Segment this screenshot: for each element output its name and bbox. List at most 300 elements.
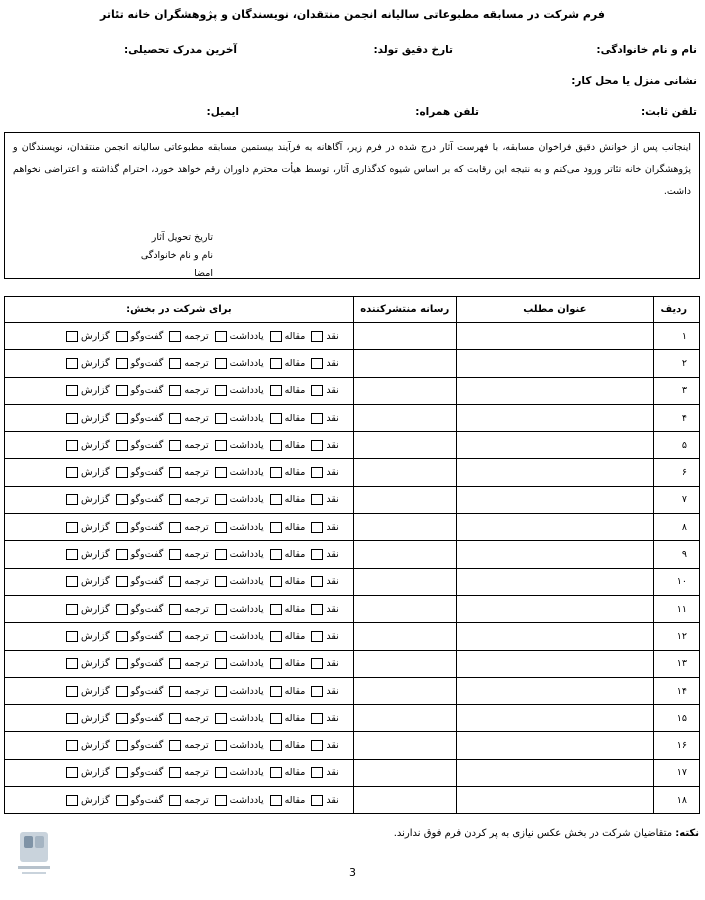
participation-cell [5, 514, 354, 541]
category-option [311, 795, 338, 806]
category-checkbox[interactable] [215, 767, 227, 778]
category-checkbox[interactable] [116, 358, 128, 369]
category-option-label: ترجمه [184, 439, 209, 451]
category-option-label: نقد [326, 494, 339, 506]
article-title-cell[interactable] [456, 650, 653, 677]
category-checkbox[interactable] [215, 576, 227, 587]
category-checkbox[interactable] [215, 522, 227, 533]
category-checkbox[interactable] [116, 385, 128, 396]
participation-cell [5, 732, 354, 759]
category-option-label: یادداشت [229, 658, 264, 670]
publisher-cell[interactable] [353, 323, 456, 350]
category-checkbox[interactable] [169, 604, 181, 615]
category-option-label: گفت‌وگو [130, 521, 164, 533]
category-option [66, 358, 110, 369]
category-checkbox[interactable] [66, 576, 78, 587]
category-option-label: ترجمه [184, 549, 209, 561]
category-checkbox[interactable] [215, 358, 227, 369]
category-checkbox[interactable] [169, 740, 181, 751]
row-number: ۱۷ [654, 759, 700, 786]
category-option-label: یادداشت [229, 467, 264, 479]
category-option-label: مقاله [284, 330, 306, 342]
category-checkbox[interactable] [66, 385, 78, 396]
category-option-label: نقد [326, 385, 339, 397]
category-option [116, 576, 164, 587]
category-option [270, 413, 306, 424]
category-checkbox[interactable] [270, 331, 282, 342]
category-checkbox[interactable] [311, 413, 323, 424]
category-option [169, 713, 208, 724]
birth-date-field[interactable]: تارخ دقیق تولد: [373, 44, 453, 56]
category-checkbox[interactable] [169, 576, 181, 587]
category-checkbox[interactable] [116, 740, 128, 751]
category-option [311, 331, 338, 342]
category-checkbox[interactable] [66, 658, 78, 669]
category-checkbox[interactable] [270, 631, 282, 642]
row-number: ۹ [654, 541, 700, 568]
category-option-label: گفت‌وگو [130, 357, 164, 369]
category-checkbox[interactable] [66, 631, 78, 642]
category-checkbox[interactable] [215, 549, 227, 560]
category-option-label: مقاله [284, 494, 306, 506]
category-option [311, 686, 338, 697]
publisher-cell[interactable] [353, 459, 456, 486]
category-checkbox[interactable] [311, 331, 323, 342]
table-row [5, 732, 700, 759]
delivery-date-label: تاریخ تحویل آثار [151, 232, 213, 243]
article-title-cell[interactable] [456, 759, 653, 786]
category-checkbox[interactable] [169, 440, 181, 451]
category-option-label: گزارش [81, 467, 110, 479]
category-checkbox[interactable] [116, 494, 128, 505]
category-option-label: مقاله [284, 685, 306, 697]
category-checkbox[interactable] [311, 358, 323, 369]
category-checkbox[interactable] [215, 440, 227, 451]
category-checkbox[interactable] [66, 713, 78, 724]
category-checkbox[interactable] [169, 713, 181, 724]
category-checkbox[interactable] [169, 331, 181, 342]
category-checkbox[interactable] [215, 413, 227, 424]
category-checkbox[interactable] [270, 686, 282, 697]
table-row [5, 595, 700, 622]
category-option [169, 795, 208, 806]
category-options [5, 604, 353, 615]
category-checkbox[interactable] [116, 686, 128, 697]
category-checkbox[interactable] [215, 686, 227, 697]
category-checkbox[interactable] [311, 576, 323, 587]
category-checkbox[interactable] [169, 467, 181, 478]
publisher-cell[interactable] [353, 432, 456, 459]
category-option [311, 576, 338, 587]
category-option-label: یادداشت [229, 767, 264, 779]
category-checkbox[interactable] [270, 740, 282, 751]
category-option-label: مقاله [284, 576, 306, 588]
category-checkbox[interactable] [66, 467, 78, 478]
article-title-cell[interactable] [456, 677, 653, 704]
category-checkbox[interactable] [66, 413, 78, 424]
category-checkbox[interactable] [116, 549, 128, 560]
category-option-label: گفت‌وگو [130, 767, 164, 779]
category-checkbox[interactable] [116, 658, 128, 669]
article-title-cell[interactable] [456, 514, 653, 541]
category-checkbox[interactable] [270, 467, 282, 478]
mobile-field[interactable]: تلفن همراه: [415, 106, 479, 118]
category-checkbox[interactable] [270, 358, 282, 369]
footnote [394, 828, 699, 839]
category-option-label: نقد [326, 576, 339, 588]
category-option [66, 658, 110, 669]
category-checkbox[interactable] [311, 795, 323, 806]
category-checkbox[interactable] [116, 795, 128, 806]
publisher-cell[interactable] [353, 350, 456, 377]
category-option-label: یادداشت [229, 685, 264, 697]
article-title-cell[interactable] [456, 787, 653, 814]
category-checkbox[interactable] [215, 494, 227, 505]
category-option-label: گفت‌وگو [130, 685, 164, 697]
article-title-cell[interactable] [456, 350, 653, 377]
category-option [270, 331, 306, 342]
row-number: ۱۶ [654, 732, 700, 759]
publisher-cell[interactable] [353, 514, 456, 541]
table-row [5, 377, 700, 404]
category-option-label: ترجمه [184, 576, 209, 588]
publisher-cell[interactable] [353, 404, 456, 431]
category-option [169, 522, 208, 533]
category-option [311, 658, 338, 669]
category-option [169, 467, 208, 478]
category-checkbox[interactable] [215, 385, 227, 396]
category-checkbox[interactable] [270, 413, 282, 424]
category-checkbox[interactable] [270, 713, 282, 724]
category-checkbox[interactable] [169, 686, 181, 697]
category-option [169, 494, 208, 505]
publisher-cell[interactable] [353, 759, 456, 786]
publisher-cell[interactable] [353, 568, 456, 595]
publisher-cell[interactable] [353, 541, 456, 568]
article-title-cell[interactable] [456, 732, 653, 759]
category-checkbox[interactable] [66, 795, 78, 806]
category-option-label: ترجمه [184, 712, 209, 724]
category-checkbox[interactable] [215, 604, 227, 615]
category-checkbox[interactable] [215, 467, 227, 478]
category-option-label: گزارش [81, 658, 110, 670]
education-field[interactable]: آخرین مدرک تحصیلی: [123, 44, 237, 56]
category-checkbox[interactable] [169, 413, 181, 424]
header-row-number: ردیف [654, 297, 700, 323]
participation-cell [5, 432, 354, 459]
publisher-cell[interactable] [353, 595, 456, 622]
category-option-label: گزارش [81, 767, 110, 779]
category-option [215, 576, 264, 587]
category-option [116, 440, 164, 451]
category-option-label: یادداشت [229, 576, 264, 588]
category-option [169, 413, 208, 424]
category-option-label: یادداشت [229, 521, 264, 533]
publisher-cell[interactable] [353, 486, 456, 513]
category-option-label: نقد [326, 521, 339, 533]
category-checkbox[interactable] [270, 604, 282, 615]
category-option [169, 767, 208, 778]
category-checkbox[interactable] [215, 331, 227, 342]
category-checkbox[interactable] [116, 713, 128, 724]
table-row [5, 486, 700, 513]
article-title-cell[interactable] [456, 432, 653, 459]
category-option-label: نقد [326, 412, 339, 424]
category-option-label: گزارش [81, 576, 110, 588]
category-checkbox[interactable] [169, 522, 181, 533]
category-options [5, 576, 353, 587]
category-checkbox[interactable] [66, 686, 78, 697]
category-option-label: گفت‌وگو [130, 549, 164, 561]
category-checkbox[interactable] [270, 658, 282, 669]
category-option [215, 522, 264, 533]
category-checkbox[interactable] [66, 740, 78, 751]
article-title-cell[interactable] [456, 568, 653, 595]
category-checkbox[interactable] [169, 631, 181, 642]
category-checkbox[interactable] [116, 440, 128, 451]
category-checkbox[interactable] [311, 631, 323, 642]
category-option-label: ترجمه [184, 330, 209, 342]
participation-cell [5, 595, 354, 622]
category-option [66, 686, 110, 697]
category-checkbox[interactable] [311, 604, 323, 615]
category-option [215, 713, 264, 724]
category-option [215, 494, 264, 505]
row-number: ۱۰ [654, 568, 700, 595]
category-option-label: یادداشت [229, 385, 264, 397]
table-row [5, 404, 700, 431]
category-checkbox[interactable] [270, 549, 282, 560]
category-checkbox[interactable] [311, 467, 323, 478]
category-option [270, 467, 306, 478]
category-option-label: نقد [326, 357, 339, 369]
publisher-cell[interactable] [353, 677, 456, 704]
category-checkbox[interactable] [215, 795, 227, 806]
category-option-label: گزارش [81, 357, 110, 369]
article-title-cell[interactable] [456, 377, 653, 404]
category-option-label: مقاله [284, 357, 306, 369]
category-checkbox[interactable] [66, 767, 78, 778]
category-checkbox[interactable] [169, 658, 181, 669]
article-title-cell[interactable] [456, 541, 653, 568]
category-option [215, 358, 264, 369]
address-field[interactable]: نشانی منزل یا محل کار: [571, 75, 697, 87]
category-checkbox[interactable] [311, 549, 323, 560]
article-title-cell[interactable] [456, 459, 653, 486]
category-checkbox[interactable] [311, 494, 323, 505]
category-option-label: ترجمه [184, 740, 209, 752]
category-option [66, 576, 110, 587]
category-checkbox[interactable] [311, 686, 323, 697]
publisher-cell[interactable] [353, 377, 456, 404]
category-checkbox[interactable] [270, 795, 282, 806]
row-number: ۱۸ [654, 787, 700, 814]
publisher-cell[interactable] [353, 623, 456, 650]
category-option [311, 549, 338, 560]
category-option-label: گفت‌وگو [130, 740, 164, 752]
category-option-label: ترجمه [184, 685, 209, 697]
category-option [311, 522, 338, 533]
category-option-label: یادداشت [229, 494, 264, 506]
publisher-cell[interactable] [353, 787, 456, 814]
category-checkbox[interactable] [215, 658, 227, 669]
category-option [66, 494, 110, 505]
publisher-cell[interactable] [353, 732, 456, 759]
category-checkbox[interactable] [116, 331, 128, 342]
category-checkbox[interactable] [116, 522, 128, 533]
category-checkbox[interactable] [270, 767, 282, 778]
category-checkbox[interactable] [66, 494, 78, 505]
category-option-label: گفت‌وگو [130, 576, 164, 588]
row-number: ۱ [654, 323, 700, 350]
category-checkbox[interactable] [215, 631, 227, 642]
category-option [311, 713, 338, 724]
category-checkbox[interactable] [169, 767, 181, 778]
category-options [5, 494, 353, 505]
table-row [5, 650, 700, 677]
category-option-label: گزارش [81, 630, 110, 642]
category-checkbox[interactable] [311, 740, 323, 751]
category-option-label: ترجمه [184, 658, 209, 670]
category-checkbox[interactable] [311, 385, 323, 396]
category-option [270, 713, 306, 724]
category-checkbox[interactable] [169, 795, 181, 806]
category-checkbox[interactable] [116, 767, 128, 778]
category-option [169, 740, 208, 751]
category-option [66, 767, 110, 778]
category-checkbox[interactable] [311, 713, 323, 724]
row-number: ۶ [654, 459, 700, 486]
category-option [311, 440, 338, 451]
category-checkbox[interactable] [66, 549, 78, 560]
category-option-label: گزارش [81, 794, 110, 806]
category-option [311, 767, 338, 778]
participation-cell [5, 486, 354, 513]
category-option [116, 413, 164, 424]
category-option [66, 522, 110, 533]
footnote-text: متقاضیان شرکت در بخش عکس نیازی به پر کردن فرم فوق ندارند. [393, 828, 676, 839]
category-checkbox[interactable] [66, 358, 78, 369]
email-field[interactable]: ایمیل: [206, 106, 239, 118]
category-checkbox[interactable] [66, 522, 78, 533]
category-option [116, 549, 164, 560]
name-field[interactable]: نام و نام خانوادگی: [596, 44, 697, 56]
category-option-label: نقد [326, 767, 339, 779]
category-option-label: مقاله [284, 521, 306, 533]
category-option-label: نقد [326, 439, 339, 451]
category-options [5, 522, 353, 533]
category-options [5, 385, 353, 396]
category-options [5, 331, 353, 342]
phone-field[interactable]: تلفن ثابت: [640, 106, 697, 118]
publisher-cell[interactable] [353, 650, 456, 677]
category-option [116, 740, 164, 751]
table-row [5, 323, 700, 350]
category-checkbox[interactable] [116, 631, 128, 642]
category-checkbox[interactable] [311, 658, 323, 669]
category-checkbox[interactable] [116, 604, 128, 615]
category-checkbox[interactable] [66, 331, 78, 342]
category-option [215, 331, 264, 342]
category-checkbox[interactable] [169, 385, 181, 396]
category-checkbox[interactable] [270, 522, 282, 533]
category-option [215, 658, 264, 669]
category-checkbox[interactable] [270, 494, 282, 505]
category-option [169, 331, 208, 342]
category-checkbox[interactable] [116, 576, 128, 587]
page-number: 3 [349, 866, 356, 879]
category-checkbox[interactable] [270, 385, 282, 396]
category-option [169, 549, 208, 560]
signer-name-label: نام و نام خانوادگی [140, 250, 213, 261]
category-checkbox[interactable] [215, 713, 227, 724]
category-checkbox[interactable] [311, 767, 323, 778]
category-checkbox[interactable] [169, 494, 181, 505]
category-options [5, 795, 353, 806]
participation-cell [5, 787, 354, 814]
article-title-cell[interactable] [456, 323, 653, 350]
category-option-label: یادداشت [229, 630, 264, 642]
article-title-cell[interactable] [456, 705, 653, 732]
category-checkbox[interactable] [169, 358, 181, 369]
category-checkbox[interactable] [66, 604, 78, 615]
publisher-cell[interactable] [353, 705, 456, 732]
category-option-label: ترجمه [184, 794, 209, 806]
category-checkbox[interactable] [311, 522, 323, 533]
article-title-cell[interactable] [456, 486, 653, 513]
category-option-label: گزارش [81, 685, 110, 697]
category-option-label: ترجمه [184, 767, 209, 779]
category-checkbox[interactable] [116, 467, 128, 478]
participation-cell [5, 377, 354, 404]
category-checkbox[interactable] [270, 440, 282, 451]
category-option [270, 740, 306, 751]
table-row [5, 705, 700, 732]
category-option-label: گفت‌وگو [130, 630, 164, 642]
category-checkbox[interactable] [116, 413, 128, 424]
article-title-cell[interactable] [456, 595, 653, 622]
participation-cell [5, 404, 354, 431]
category-option-label: ترجمه [184, 467, 209, 479]
category-option-label: گزارش [81, 549, 110, 561]
category-options [5, 440, 353, 451]
row-number: ۱۵ [654, 705, 700, 732]
category-option [215, 385, 264, 396]
category-checkbox[interactable] [169, 549, 181, 560]
category-checkbox[interactable] [66, 440, 78, 451]
category-option-label: نقد [326, 685, 339, 697]
category-option [66, 331, 110, 342]
signature-label: امضا [194, 268, 213, 279]
table-row [5, 350, 700, 377]
category-option [116, 658, 164, 669]
category-option-label: یادداشت [229, 330, 264, 342]
category-options [5, 767, 353, 778]
row-number: ۸ [654, 514, 700, 541]
row-number: ۷ [654, 486, 700, 513]
category-options [5, 658, 353, 669]
category-option [311, 604, 338, 615]
category-option [169, 576, 208, 587]
category-option-label: مقاله [284, 439, 306, 451]
table-row [5, 459, 700, 486]
category-checkbox[interactable] [311, 440, 323, 451]
category-checkbox[interactable] [215, 740, 227, 751]
article-title-cell[interactable] [456, 623, 653, 650]
article-title-cell[interactable] [456, 404, 653, 431]
category-options [5, 358, 353, 369]
category-checkbox[interactable] [270, 576, 282, 587]
